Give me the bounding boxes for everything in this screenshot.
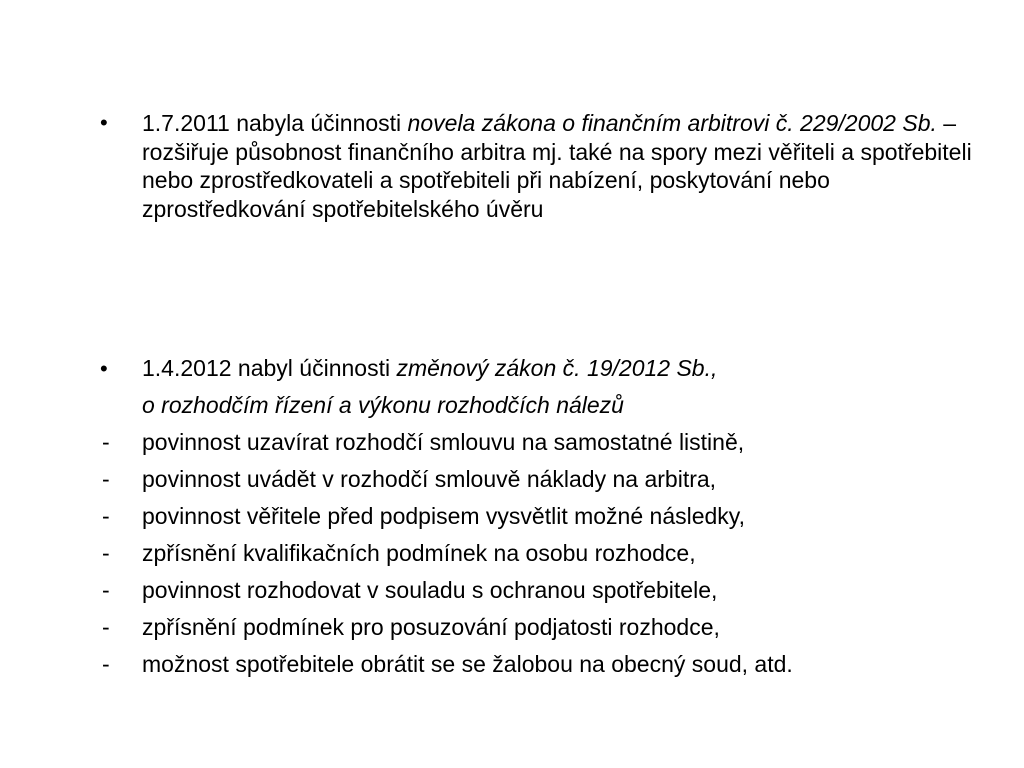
bullet-financni-arbitr xyxy=(100,109,980,223)
bullet-continuation-row xyxy=(100,387,980,424)
list-item xyxy=(100,424,980,461)
dash-marker: - xyxy=(102,577,110,603)
list-item-text: zpřísnění kvalifikačních podmínek na osobu rozhodce, xyxy=(142,540,696,566)
dash-marker: - xyxy=(102,614,110,640)
bullet-rozhodci-rizeni xyxy=(100,350,980,683)
bullet-lead-text: 1.4.2012 nabyl účinnosti xyxy=(142,355,397,381)
dash-marker: - xyxy=(102,651,110,677)
list-item-text: povinnost uvádět v rozhodčí smlouvě náklady na arbitra, xyxy=(142,466,717,492)
bullet-marker: • xyxy=(100,110,108,135)
list-item-text: povinnost rozhodovat v souladu s ochranou spotřebitele, xyxy=(142,577,718,603)
bullet-row xyxy=(100,109,980,223)
list-item xyxy=(100,498,980,535)
dash-marker: - xyxy=(102,429,110,455)
list-item xyxy=(100,461,980,498)
dash-marker: - xyxy=(102,540,110,566)
list-item-text: povinnost věřitele před podpisem vysvětlit možné následky, xyxy=(142,503,745,529)
bullet-text xyxy=(142,350,980,387)
law-subtitle-italic: o rozhodčím řízení a výkonu rozhodčích nálezů xyxy=(142,392,624,418)
list-item xyxy=(100,646,980,683)
bullet-marker: • xyxy=(100,356,108,381)
bullet-row xyxy=(100,350,980,387)
list-item-text: možnost spotřebitele obrátit se se žalobou na obecný soud, atd. xyxy=(142,651,793,677)
dash-marker: - xyxy=(102,466,110,492)
bullet-text xyxy=(142,109,980,223)
dash-marker: - xyxy=(102,503,110,529)
list-item xyxy=(100,535,980,572)
law-title-italic: změnový zákon č. 19/2012 Sb., xyxy=(396,355,718,381)
bullet-lead-text: 1.7.2011 nabyla účinnosti xyxy=(142,110,408,136)
law-title-italic: novela zákona o finančním arbitrovi č. 229/2002 Sb. xyxy=(407,110,937,136)
list-item-text: zpřísnění podmínek pro posuzování podjatosti rozhodce, xyxy=(142,614,720,640)
bullet-rest-text: – rozšiřuje působnost finančního arbitra mj. také na spory mezi věřiteli a spotřebiteli nebo zprostředkovateli a spotřebiteli při nabízení, poskytování nebo zprostředkování spotřebitelského úvěru xyxy=(142,110,972,222)
list-item-text: povinnost uzavírat rozhodčí smlouvu na samostatné listině, xyxy=(142,429,745,455)
list-item xyxy=(100,609,980,646)
list-item xyxy=(100,572,980,609)
